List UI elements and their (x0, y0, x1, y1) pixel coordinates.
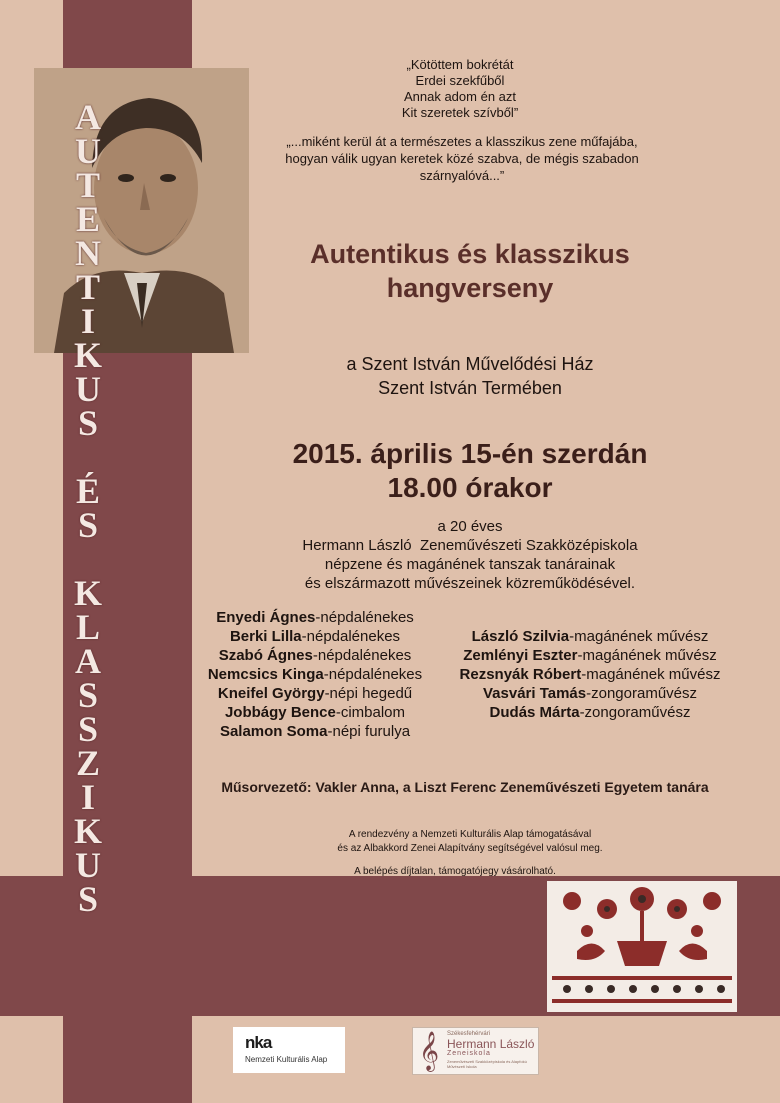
performer-role: -zongoraművész (579, 704, 691, 721)
performer-role: -magánének művész (581, 666, 721, 683)
performers-left (185, 608, 445, 741)
performer-role: -népi hegedű (324, 685, 413, 702)
quote (262, 133, 662, 184)
support-text (240, 828, 700, 856)
time-line: 18.00 órakor (387, 472, 553, 503)
intro-text (250, 517, 690, 593)
nka-mark: nka (245, 1033, 272, 1052)
support-line: A rendezvény a Nemzeti Kulturális Alap támogatásával (348, 829, 592, 840)
vertical-title-letter: É (75, 471, 100, 511)
school-logo-name: Hermann László (447, 1037, 535, 1051)
performer (440, 684, 740, 703)
vertical-title-letter: U (75, 369, 101, 409)
performer (440, 627, 740, 646)
intro-line: Hermann László Zeneművészeti Szakközépiskola (302, 537, 638, 554)
title-line: Autentikus és klasszikus (310, 239, 630, 269)
poem-line: Erdei szekfűből (415, 73, 505, 88)
performer (440, 665, 740, 684)
performer (185, 627, 445, 646)
performer-name: Rezsnyák Róbert (459, 666, 582, 683)
venue (290, 352, 650, 400)
vertical-title-letter: E (75, 199, 100, 239)
vertical-title-letter: U (75, 845, 101, 885)
performer-role: -magánének művész (569, 628, 709, 645)
performer-name: Jobbágy Bence (224, 704, 336, 721)
support-line: és az Albakkord Zenei Alapítvány segítségével valósul meg. (337, 843, 603, 854)
performer (440, 646, 740, 665)
quote-line: hogyan válik ugyan keretek közé szabva, de mégis szabadon (285, 151, 639, 166)
entry-note: A belépés díjtalan, támogatójegy vásárolható. (354, 866, 556, 877)
performer-role: -zongoraművész (586, 685, 698, 702)
performer-name: Szabó Ágnes (218, 647, 313, 664)
vertical-title-letter: S (77, 505, 99, 545)
vertical-title-letter: I (80, 777, 95, 817)
date-line: 2015. április 15-én szerdán (292, 438, 648, 469)
poem-line: „Kötöttem bokrétát (406, 57, 514, 72)
poem (360, 57, 560, 121)
intro-line: népzene és magánének tanszak tanárainak (324, 556, 616, 573)
poem-line: Annak adom én azt (403, 89, 517, 104)
title-line: hangverseny (386, 273, 554, 303)
intro-line: és elszármazott művészeinek közreműködésével. (304, 575, 636, 592)
vertical-title-letter: S (77, 709, 99, 749)
vertical-title-letter: A (75, 641, 101, 681)
host-line: Műsorvezető: Vakler Anna, a Liszt Ferenc Zeneművészeti Egyetem tanára (221, 779, 709, 795)
performer-name: László Szilvia (471, 628, 570, 645)
vertical-title-letter: K (73, 335, 102, 375)
performer-role: -magánének művész (577, 647, 717, 664)
intro-line: a 20 éves (437, 518, 503, 535)
vertical-title-letter: S (77, 403, 99, 443)
vertical-title-letter: K (73, 811, 102, 851)
vertical-title (58, 97, 118, 919)
performer-name: Enyedi Ágnes (216, 609, 316, 626)
performer-role: -népdalénekes (323, 666, 423, 683)
vertical-title-letter: K (73, 573, 102, 613)
school-logo-line: Zeneiskola (447, 1050, 491, 1057)
performers-right (440, 627, 740, 722)
quote-line: szárnyalóvá...” (419, 168, 505, 183)
vertical-title-letter: A (75, 97, 101, 137)
vertical-title-letter: S (77, 675, 99, 715)
vertical-title-letter: L (75, 607, 100, 647)
nka-caption: Nemzeti Kulturális Alap (245, 1055, 328, 1064)
venue-line: Szent István Termében (378, 378, 562, 398)
school-logo-line: Székesfehérvári (447, 1031, 491, 1037)
performer-name: Vasvári Tamás (482, 685, 587, 702)
school-logo-line: Zeneművészeti Szakközépiskola és Alapfokú Művészeti Iskola (447, 1059, 527, 1069)
performer (185, 608, 445, 627)
performer (185, 665, 445, 684)
concert-title (240, 237, 700, 305)
performer-role: -népdalénekes (301, 628, 401, 645)
venue-line: a Szent István Művelődési Ház (346, 354, 594, 374)
vertical-title-letter: T (75, 267, 100, 307)
vertical-title-letter: U (75, 131, 101, 171)
performer-role: -cimbalom (335, 704, 406, 721)
vertical-title-letter: I (80, 301, 95, 341)
vertical-title-letter: N (75, 233, 101, 273)
performer-name: Kneifel György (217, 685, 325, 702)
performer-role: -népdalénekes (315, 609, 414, 626)
folk-embroidery-image (547, 881, 737, 1012)
treble-clef-icon: 𝄞 (419, 1031, 440, 1071)
performer-name: Zemlényi Eszter (463, 647, 578, 664)
performer (185, 722, 445, 741)
performer (440, 703, 740, 722)
performer (185, 703, 445, 722)
event-date (230, 437, 710, 505)
performer-role: -népdalénekes (312, 647, 412, 664)
vertical-title-letter: S (77, 879, 99, 919)
vertical-title-letter: T (75, 165, 100, 205)
nka-logo (233, 1027, 345, 1073)
vertical-title-letter: Z (75, 743, 100, 783)
performer (185, 684, 445, 703)
quote-line: „...miként kerül át a természetes a klasszikus zene műfajába, (286, 134, 638, 149)
performer-name: Nemcsics Kinga (207, 666, 324, 683)
school-logo (412, 1027, 539, 1075)
performer (185, 646, 445, 665)
performer-role: -népi furulya (327, 723, 411, 740)
poem-line: Kit szeretek szívből” (401, 105, 519, 120)
performer-name: Berki Lilla (229, 628, 302, 645)
performer-name: Salamon Soma (219, 723, 328, 740)
performer-name: Dudás Márta (489, 704, 580, 721)
